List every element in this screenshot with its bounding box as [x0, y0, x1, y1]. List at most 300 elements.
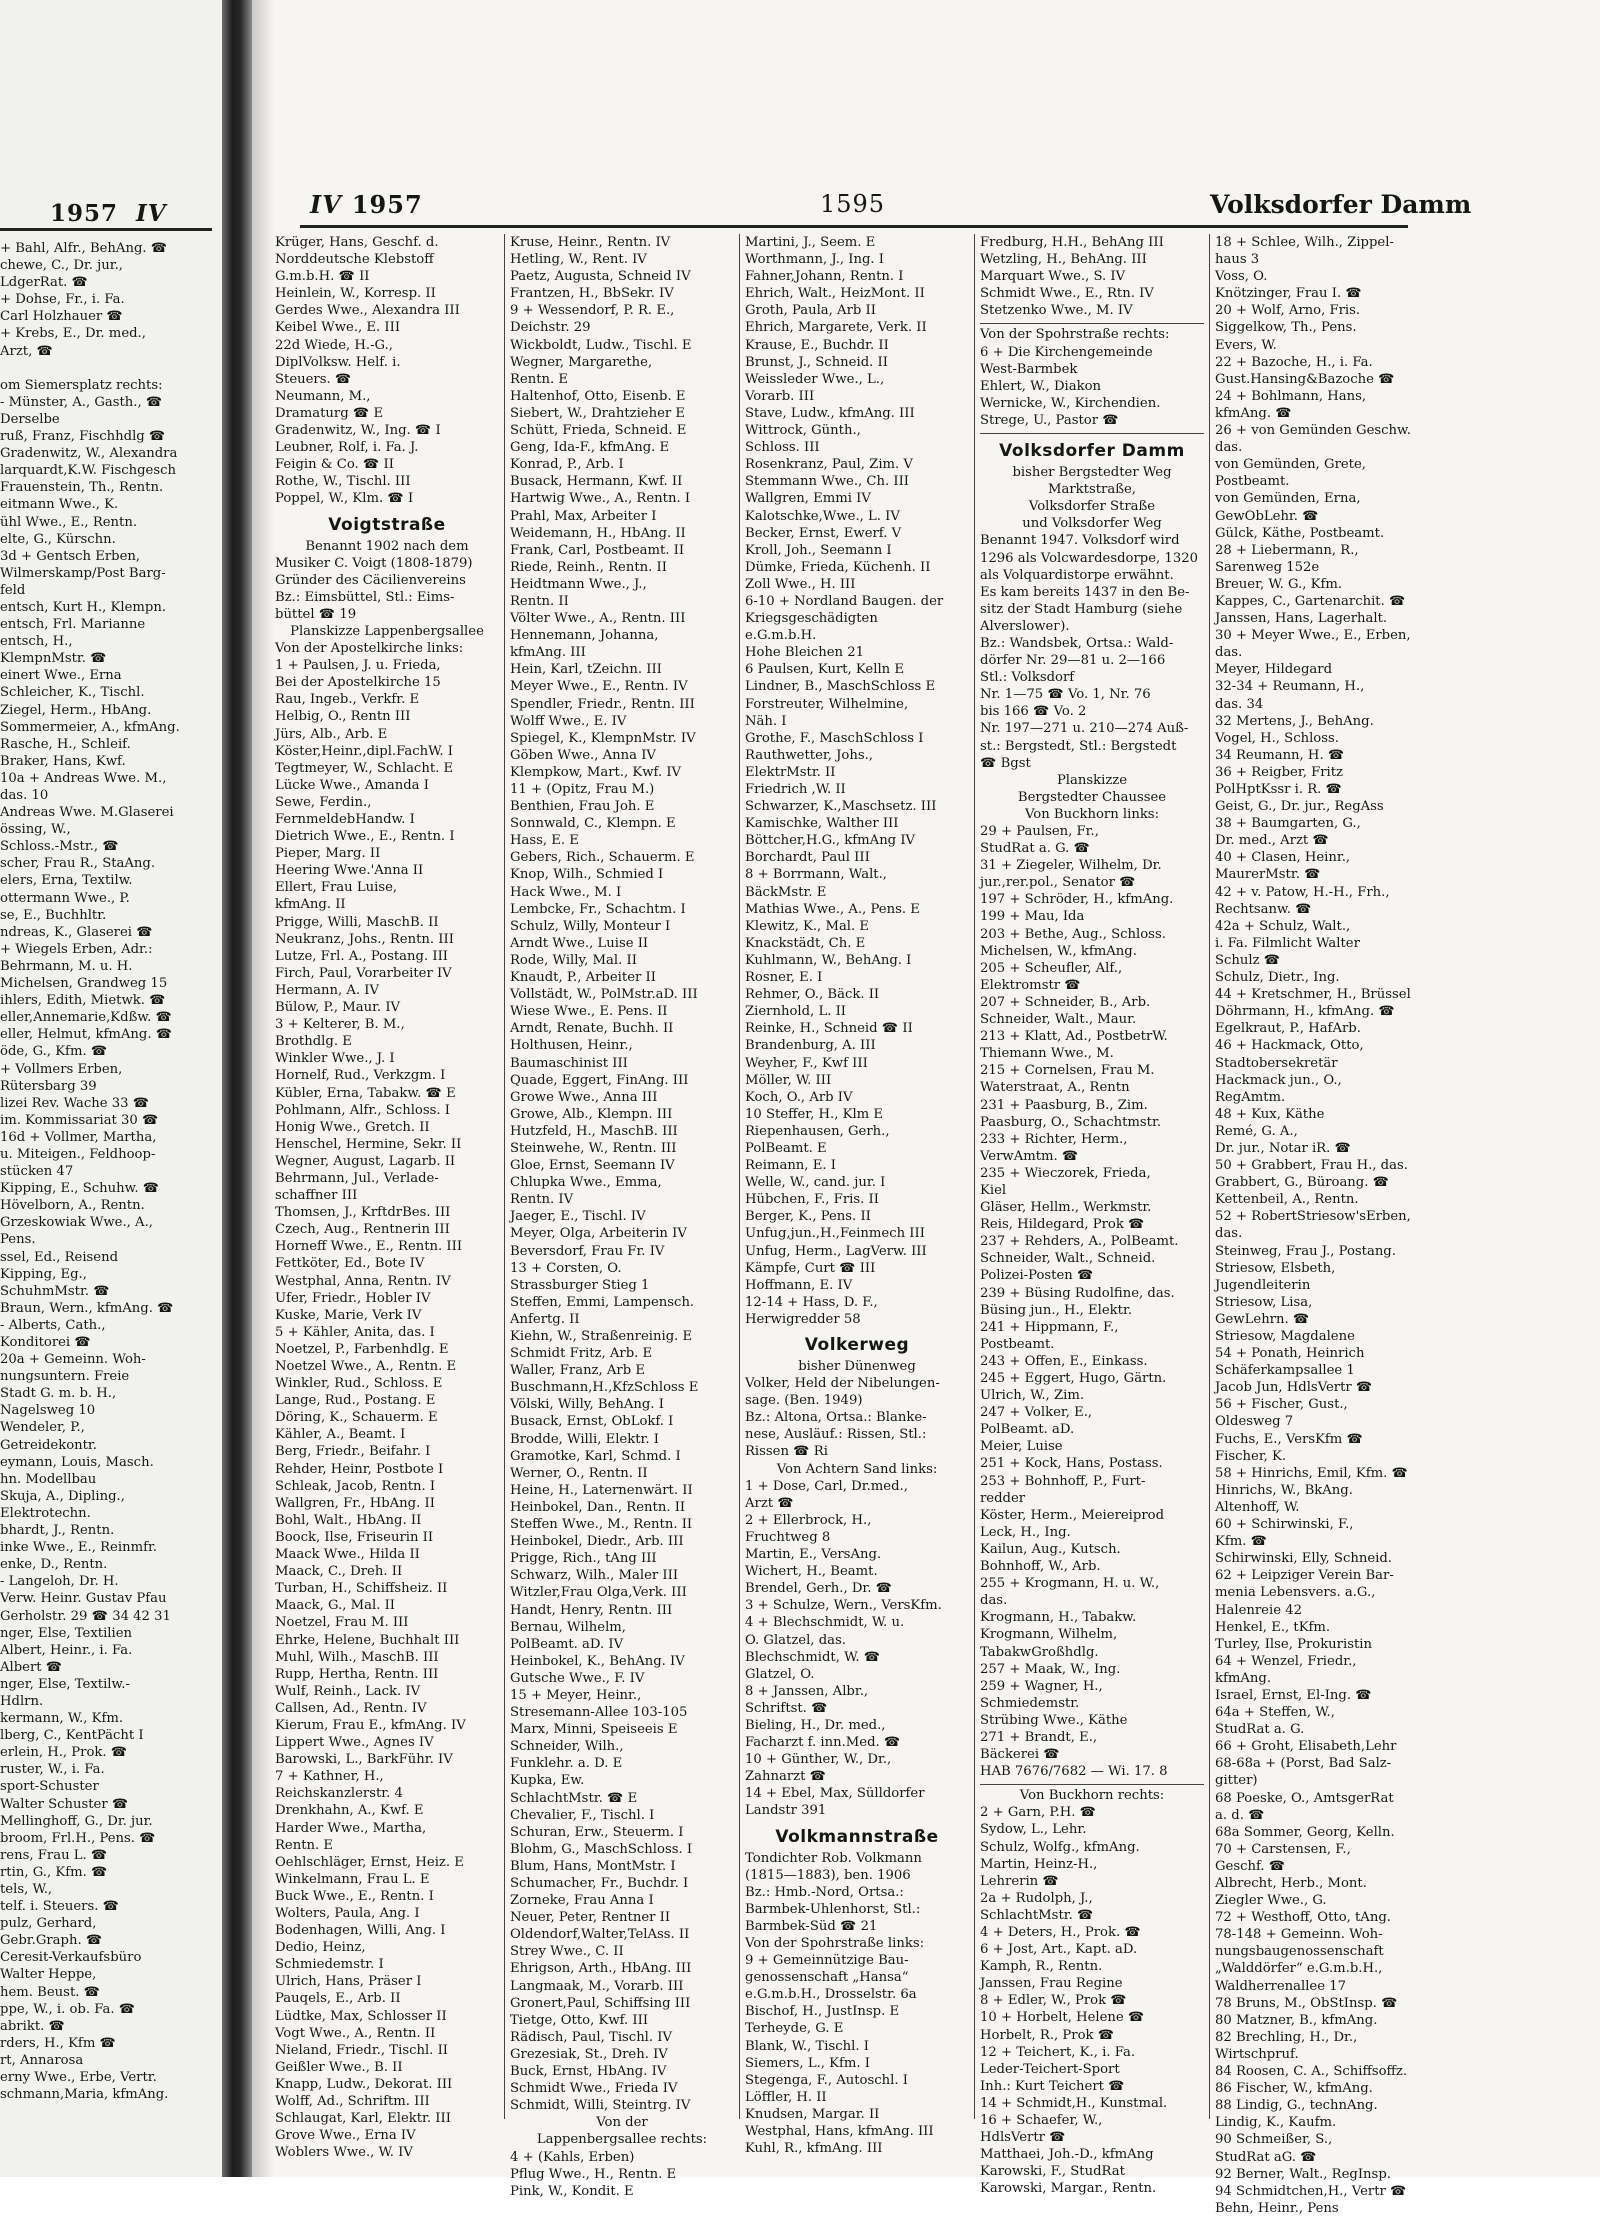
directory-line: Oldendorf,Walter,TelAss. II: [510, 1927, 690, 1943]
directory-line: Leubner, Rolf, i. Fa. J.: [275, 440, 419, 456]
directory-column-5: [1215, 234, 1439, 2216]
directory-line: Reinke, H., Schneid ☎ II: [745, 1021, 913, 1037]
directory-line: Vollstädt, W., PolMstr.aD. III: [510, 987, 698, 1003]
directory-line: Sewe, Ferdin.,: [275, 794, 372, 810]
directory-line: Dr. med., Arzt ☎: [1215, 833, 1329, 849]
directory-line: Horneff Wwe., E., Rentn. III: [275, 1239, 463, 1255]
left-page-line: erny Wwe., Erbe, Vertr.: [0, 2070, 157, 2086]
directory-line: Bz.: Hmb.-Nord, Ortsa.:: [745, 1884, 904, 1900]
directory-line: 16 + Schaefer, W.,: [980, 2113, 1103, 2129]
left-page-line: om Siemersplatz rechts:: [0, 377, 163, 393]
directory-line: 31 + Ziegeler, Wilhelm, Dr.: [980, 858, 1162, 874]
directory-line: Dr. jur., Notar iR. ☎: [1215, 1140, 1351, 1156]
directory-line: Jugendleiterin: [1215, 1277, 1311, 1293]
directory-line: 26 + von Gemünden Geschw.: [1215, 423, 1411, 439]
directory-line: HAB 7676/7682 — Wi. 17. 8: [980, 1764, 1168, 1780]
directory-line: 14 + Ebel, Max, Sülldorfer: [745, 1786, 925, 1802]
left-page-line: feld: [0, 582, 26, 598]
directory-line: Busack, Hermann, Kwf. II: [510, 474, 683, 490]
directory-line: Wirtschpruf.: [1215, 2046, 1299, 2062]
directory-line: Hutzfeld, H., MaschB. III: [510, 1123, 678, 1139]
directory-line: 64a + Steffen, W.,: [1215, 1705, 1335, 1721]
directory-line: 8 + Janssen, Albr.,: [745, 1683, 869, 1699]
directory-line: Pieper, Marg. II: [275, 846, 381, 862]
directory-line: Konrad, P., Arb. I: [510, 457, 624, 473]
directory-line: Blank, W., Tischl. I: [745, 2038, 869, 2054]
directory-line: von Gemünden, Erna,: [1215, 491, 1361, 507]
directory-line: schaffner III: [275, 1188, 358, 1204]
left-page-line: Walter Schuster ☎: [0, 1796, 129, 1812]
directory-line: Ufer, Friedr., Hobler IV: [275, 1290, 431, 1306]
left-page-line: 16d + Vollmer, Martha,: [0, 1129, 157, 1145]
directory-line: Gronert,Paul, Schiffsing III: [510, 1995, 691, 2011]
directory-line: Geng, Ida-F., kfmAng. E: [510, 440, 670, 456]
directory-line: Hein, Karl, tZeichn. III: [510, 662, 662, 678]
left-page-line: Kipping, Eg.,: [0, 1266, 87, 1282]
directory-line: Knop, Wilh., Schmied I: [510, 867, 664, 883]
directory-line: Kübler, Erna, Tabakw. ☎ E: [275, 1085, 456, 1101]
left-page-line: rens, Frau L. ☎: [0, 1847, 108, 1863]
directory-line: Kailun, Aug., Kutsch.: [980, 1541, 1121, 1557]
directory-line: ☎ Bgst: [980, 755, 1031, 771]
book-gutter: [222, 0, 252, 2177]
directory-line: Vogel, H., Schloss.: [1215, 730, 1339, 746]
directory-line: Marquart Wwe., S. IV: [980, 269, 1126, 285]
directory-line: Henschel, Hermine, Sekr. II: [275, 1136, 462, 1152]
directory-line: Meyer, Olga, Arbeiterin IV: [510, 1226, 687, 1242]
directory-line: Klewitz, K., Mal. E: [745, 918, 870, 934]
directory-line: Heinbokel, Diedr., Arb. III: [510, 1534, 684, 1550]
directory-line: Stegenga, F., Autoschl. I: [745, 2072, 908, 2088]
directory-line: Boock, Ilse, Friseurin II: [275, 1529, 434, 1545]
directory-line: 237 + Rehders, A., PolBeamt.: [980, 1234, 1179, 1250]
directory-line: 235 + Wieczorek, Frieda,: [980, 1165, 1151, 1181]
directory-line: Sarenweg 152e: [1215, 559, 1320, 575]
directory-line: O. Glatzel, das.: [745, 1632, 846, 1648]
directory-line: Matthaei, Joh.-D., kfmAng: [980, 2147, 1154, 2163]
directory-line: Siggelkow, Th., Pens.: [1215, 320, 1357, 336]
left-page-line: össing, W.,: [0, 822, 71, 838]
directory-line: Wolters, Paula, Ang. I: [275, 1906, 420, 1921]
directory-line: 88 Lindig, G., technAng.: [1215, 2098, 1378, 2114]
directory-line: West-Barmbek: [980, 361, 1078, 377]
directory-line: a. d. ☎: [1215, 1807, 1265, 1823]
directory-line: Hackmack jun., O.,: [1215, 1072, 1342, 1088]
directory-line: 2a + Rudolph, J.,: [980, 1890, 1093, 1906]
directory-line: Thiemann Wwe., M.: [980, 1046, 1114, 1062]
left-page-line: Albert, Heinr., i. Fa.: [0, 1642, 133, 1658]
directory-line: Reis, Hildegard, Prok ☎: [980, 1217, 1145, 1233]
directory-line: 1296 als Volcwardesdorpe, 1320: [980, 550, 1198, 566]
directory-line: Brothdlg. E: [275, 1034, 352, 1050]
directory-line: 32 Mertens, J., BehAng.: [1215, 713, 1374, 729]
directory-line: Döhrmann, H., kfmAng. ☎: [1215, 1004, 1395, 1020]
directory-line: Reichskanzlerstr. 4: [275, 1786, 403, 1802]
directory-line: 64 + Wenzel, Friedr.,: [1215, 1653, 1357, 1669]
directory-line: Wetzling, H., BehAng. III: [980, 252, 1147, 268]
directory-line: Ehlert, W., Diakon: [980, 378, 1102, 394]
directory-line: Knackstädt, Ch. E: [745, 935, 866, 951]
directory-line: 12 + Teichert, K., i. Fa.: [980, 2044, 1136, 2060]
directory-line: Klempkow, Mart., Kwf. IV: [510, 764, 682, 780]
directory-line: 11 + (Opitz, Frau M.): [510, 782, 655, 797]
directory-line: Schulz ☎: [1215, 952, 1281, 968]
directory-line: Ulrich, W., Zim.: [980, 1388, 1085, 1404]
left-page-line: ruster, W., i. Fa.: [0, 1762, 105, 1778]
directory-line: PolBeamt. aD.: [980, 1422, 1075, 1438]
centered-note: Lappenbergsallee rechts:: [536, 2132, 708, 2148]
directory-line: Barmbek-Süd ☎ 21: [745, 1918, 878, 1934]
left-page-line: Stadt G. m. b. H.,: [0, 1386, 117, 1402]
directory-line: Krogmann, Wilhelm,: [980, 1627, 1118, 1643]
section-separator: [980, 323, 1204, 324]
directory-line: Paetz, Augusta, Schneid IV: [510, 269, 691, 285]
directory-line: als Volquardistorpe erwähnt.: [980, 567, 1174, 583]
directory-column-3: [745, 234, 969, 2157]
directory-line: Bei der Apostelkirche 15: [275, 675, 441, 691]
directory-line: haus 3: [1215, 252, 1260, 268]
left-page-line: Skuja, A., Dipling.,: [0, 1488, 125, 1504]
directory-line: Schmidt Fritz, Arb. E: [510, 1346, 653, 1362]
left-page-line: rtin, G., Kfm. ☎: [0, 1864, 108, 1880]
directory-line: GewLehrn. ☎: [1215, 1311, 1310, 1327]
directory-line: Gülck, Käthe, Postbeamt.: [1215, 525, 1385, 541]
directory-line: 58 + Hinrichs, Emil, Kfm. ☎: [1215, 1465, 1408, 1481]
directory-line: Hoffmann, E. IV: [745, 1277, 853, 1293]
directory-line: Lindig, K., Kaufm.: [1215, 2115, 1337, 2131]
directory-line: Marx, Minni, Speiseeis E: [510, 1722, 678, 1738]
left-page-line: nungsuntern. Freie: [0, 1369, 130, 1385]
directory-line: 50 + Grabbert, Frau H., das.: [1215, 1158, 1408, 1174]
directory-line: Wallgren, Emmi IV: [745, 491, 871, 507]
directory-line: sitz der Stadt Hamburg (siehe: [980, 601, 1183, 617]
directory-line: „Walddörfer“ e.G.m.b.H.,: [1215, 1961, 1383, 1977]
directory-line: 48 + Kux, Käthe: [1215, 1106, 1325, 1122]
directory-line: RegAmtm.: [1215, 1089, 1286, 1105]
directory-line: Horbelt, R., Prok ☎: [980, 2027, 1115, 2043]
left-page-line: Michelsen, Grandweg 15: [0, 976, 168, 992]
directory-line: Koch, O., Arb IV: [745, 1089, 853, 1105]
directory-line: Geist, G., Dr. jur., RegAss: [1215, 799, 1384, 815]
directory-line: 68 Poeske, O., AmtsgerRat: [1215, 1790, 1394, 1806]
directory-line: Werner, O., Rentn. II: [510, 1465, 648, 1481]
directory-line: Stadtobersekretär: [1215, 1055, 1338, 1071]
directory-line: Löffler, H. II: [745, 2089, 827, 2105]
directory-line: 239 + Büsing Rudolfine, das.: [980, 1285, 1175, 1301]
directory-line: Hinrichs, W., BkAng.: [1215, 1482, 1353, 1498]
left-page-line: erlein, H., Prok. ☎: [0, 1745, 128, 1761]
directory-line: Helbig, O., Rentn III: [275, 709, 411, 725]
directory-line: Schriftst. ☎: [745, 1700, 828, 1716]
directory-line: Steffen Wwe., M., Rentn. II: [510, 1517, 693, 1533]
directory-line: Schwarz, Wilh., Maler III: [510, 1568, 679, 1584]
directory-line: Kroll, Joh., Seemann I: [745, 542, 892, 558]
directory-line: Bernau, Wilhelm,: [510, 1619, 627, 1635]
directory-line: Bodenhagen, Willi, Ang. I: [275, 1923, 446, 1939]
directory-line: Friedrich ,W. II: [745, 782, 846, 797]
directory-line: menia Lebensvers. a.G.,: [1215, 1585, 1376, 1601]
directory-line: Gerdes Wwe., Alexandra III: [275, 303, 460, 319]
directory-line: e.G.m.b.H., Drosselstr. 6a: [745, 1987, 917, 2003]
directory-line: Völski, Willy, BehAng. I: [510, 1397, 664, 1413]
directory-line: Wichert, H., Beamt.: [745, 1564, 878, 1580]
directory-line: Tegtmeyer, W., Schlacht. E: [275, 760, 454, 776]
directory-line: Berger, K., Pens. II: [745, 1209, 871, 1225]
directory-line: genossenschaft „Hansa“: [745, 1970, 909, 1986]
directory-line: Stetzenko Wwe., M. IV: [980, 303, 1133, 319]
directory-line: Köster, Herm., Meiereiprod: [980, 1507, 1165, 1523]
directory-line: Fettköter, Ed., Bote IV: [275, 1256, 425, 1272]
directory-line: Becker, Ernst, Ewerf. V: [745, 525, 902, 541]
directory-line: Arndt, Renate, Buchh. II: [510, 1021, 674, 1037]
directory-line: Gläser, Hellm., Werkmstr.: [980, 1200, 1152, 1216]
directory-line: Schmidt Wwe., Frieda IV: [510, 2081, 678, 2097]
directory-line: Spendler, Friedr., Rentn. III: [510, 696, 695, 712]
directory-line: Heine, H., Laternenwärt. II: [510, 1482, 693, 1498]
directory-line: 78-148 + Gemeinn. Woh-: [1215, 1927, 1383, 1943]
directory-line: Polizei-Posten ☎: [980, 1268, 1094, 1284]
centered-note: Planskizze: [1056, 772, 1128, 788]
directory-line: Frank, Carl, Postbeamt. II: [510, 542, 685, 558]
left-page-line: - Münster, A., Gasth., ☎: [0, 394, 163, 410]
directory-line: Heinbokel, K., BehAng. IV: [510, 1653, 685, 1669]
directory-line: kfmAng. ☎: [1215, 405, 1292, 421]
directory-line: (1815—1883), ben. 1906: [745, 1867, 911, 1883]
directory-line: 78 Bruns, M., ObStInsp. ☎: [1215, 1995, 1398, 2011]
left-page-line: 20a + Gemeinn. Woh-: [0, 1352, 146, 1368]
left-page-line: Verw. Heinr. Gustav Pfau: [0, 1591, 167, 1607]
column-divider: [974, 234, 975, 2119]
directory-line: Reimann, E. I: [745, 1158, 836, 1174]
centered-note: Benannt 1902 nach dem: [305, 538, 469, 554]
directory-line: Oldesweg 7: [1215, 1414, 1294, 1430]
directory-line: Schwarzer, K.,Maschsetz. III: [745, 799, 937, 815]
left-page-line: entsch, Frl. Marianne: [0, 617, 146, 633]
centered-note: bisher Bergstedter Weg: [1012, 465, 1172, 481]
directory-line: 233 + Richter, Herm.,: [980, 1131, 1128, 1147]
directory-line: Bülow, P., Maur. IV: [275, 1000, 401, 1016]
directory-line: Poppel, W., Klm. ☎ I: [275, 491, 414, 507]
directory-line: 241 + Hippmann, F.,: [980, 1319, 1119, 1335]
directory-line: Ellert, Frau Luise,: [275, 880, 398, 896]
directory-line: Knudsen, Margar. II: [745, 2106, 880, 2122]
left-page-line: kermann, W., Kfm.: [0, 1711, 124, 1727]
directory-line: Baumaschinist III: [510, 1055, 628, 1071]
directory-line: Noetzel Wwe., A., Rentn. E: [275, 1359, 457, 1374]
directory-line: Turban, H., Schiffsheiz. II: [275, 1581, 448, 1597]
directory-line: Zorneke, Frau Anna I: [510, 1893, 654, 1909]
directory-line: 22 + Bazoche, H., i. Fa.: [1215, 354, 1373, 370]
directory-line: Fuchs, E., VersKfm ☎: [1215, 1431, 1363, 1447]
directory-line: Nr. 1—75 ☎ Vo. 1, Nr. 76: [980, 687, 1151, 703]
directory-line: Heinlein, W., Korresp. II: [275, 286, 436, 302]
directory-line: Kiehn, W., Straßenreinig. E: [510, 1329, 693, 1344]
directory-line: nese, Ausläuf.: Rissen, Stl.:: [745, 1427, 927, 1443]
directory-line: Honig Wwe., Gretch. II: [275, 1119, 430, 1135]
left-page-line: Andreas Wwe. M.Glaserei: [0, 805, 174, 821]
centered-note: Von Achtern Sand links:: [776, 1461, 938, 1477]
centered-note: Volksdorfer Straße: [1028, 499, 1156, 515]
left-page-line: + Wiegels Erben, Adr.:: [0, 941, 153, 957]
directory-line: 36 + Reigber, Fritz: [1215, 764, 1344, 780]
directory-line: Noetzel, P., Farbenhdlg. E: [275, 1341, 449, 1357]
directory-line: 2 + Garn, P.H. ☎: [980, 1805, 1097, 1821]
directory-line: Ehrich, Margarete, Verk. II: [745, 320, 927, 336]
directory-line: Forstreuter, Wilhelmine,: [745, 696, 909, 712]
directory-line: 259 + Wagner, H.,: [980, 1678, 1103, 1694]
left-page-line: Arzt, ☎: [0, 343, 53, 359]
directory-line: GewObLehr. ☎: [1215, 508, 1319, 524]
directory-line: Chevalier, F., Tischl. I: [510, 1807, 655, 1823]
directory-line: Kierum, Frau E., kfmAng. IV: [275, 1717, 466, 1733]
directory-line: Krüger, Hans, Geschf. d.: [275, 235, 439, 250]
directory-line: 6-10 + Nordland Baugen. der: [745, 593, 944, 609]
directory-line: Gebers, Rich., Schauerm. E: [510, 850, 695, 866]
directory-line: Berg, Friedr., Beifahr. I: [275, 1444, 431, 1460]
column-divider: [1209, 234, 1210, 2119]
left-page-line: Behrmann, M. u. H.: [0, 958, 133, 974]
directory-line: Postbeamt.: [1215, 474, 1290, 490]
directory-line: Siemers, L., Kfm. I: [745, 2055, 870, 2071]
directory-line: Inh.: Kurt Teichert ☎: [980, 2078, 1125, 2094]
directory-line: 22d Wiede, H.-G.,: [275, 337, 393, 353]
left-page-line: Schleicher, K., Tischl.: [0, 685, 145, 701]
directory-line: Weyher, F., Kwf III: [745, 1055, 868, 1071]
directory-line: Leck, H., Ing.: [980, 1524, 1071, 1540]
directory-line: Fredburg, H.H., BehAng III: [980, 235, 1164, 250]
directory-line: PolBeamt. aD. IV: [510, 1636, 624, 1652]
directory-line: Gradenwitz, W., Ing. ☎ I: [275, 423, 441, 439]
directory-line: Krogmann, H., Tabakw.: [980, 1610, 1137, 1626]
directory-line: Kfm. ☎: [1215, 1534, 1268, 1550]
directory-line: Lindner, B., MaschSchloss E: [745, 679, 936, 695]
directory-line: Lehrerin ☎: [980, 1873, 1059, 1889]
directory-line: Growe Wwe., Anna III: [510, 1089, 658, 1105]
directory-line: das.: [980, 1593, 1008, 1609]
left-page-line: elte, G., Kürschn.: [0, 531, 116, 547]
directory-line: Striesow, Magdalene: [1215, 1329, 1355, 1344]
directory-line: Dramaturg ☎ E: [275, 405, 384, 421]
directory-line: Schloss. III: [745, 440, 820, 456]
directory-line: Nieland, Friedr., Tischl. II: [275, 2042, 448, 2058]
directory-line: Brodde, Willi, Elektr. I: [510, 1431, 659, 1447]
directory-line: Jacob Jun, HdlsVertr ☎: [1215, 1380, 1373, 1396]
directory-line: Ziernhold, L. II: [745, 1004, 847, 1020]
directory-line: Kappes, C., Gartenarchit. ☎: [1215, 593, 1406, 609]
directory-line: Knötzinger, Frau I. ☎: [1215, 286, 1362, 302]
centered-note: Marktstraße,: [1048, 482, 1136, 498]
directory-line: Gloe, Ernst, Seemann IV: [510, 1158, 675, 1174]
directory-line: kfmAng.: [1215, 1670, 1272, 1686]
directory-line: Bäckerei ☎: [980, 1747, 1060, 1763]
directory-line: 10 + Günther, W., Dr.,: [745, 1752, 892, 1768]
centered-note: Von Buckhorn rechts:: [1019, 1788, 1165, 1804]
directory-line: Stave, Ludw., kfmAng. III: [745, 405, 915, 421]
directory-line: Buck, Ernst, HbAng. IV: [510, 2064, 667, 2080]
directory-line: Postbeamt.: [980, 1336, 1055, 1352]
directory-line: Borchardt, Paul III: [745, 850, 870, 866]
left-page-line: hn. Modellbau: [0, 1471, 97, 1487]
directory-line: Rau, Ingeb., Verkfr. E: [275, 692, 420, 708]
directory-line: 271 + Brandt, E.,: [980, 1729, 1098, 1745]
directory-line: Rehmer, O., Bäck. II: [745, 987, 880, 1003]
directory-line: Lembcke, Fr., Schachtm. I: [510, 901, 686, 917]
directory-line: Growe, Alb., Klempn. III: [510, 1106, 673, 1122]
left-page-line: Getreidekontr.: [0, 1437, 97, 1453]
directory-line: Stemmann Wwe., Ch. III: [745, 474, 910, 490]
centered-note: und Volksdorfer Weg: [1022, 516, 1162, 532]
directory-line: Fruchtweg 8: [745, 1529, 831, 1545]
left-page-line: tels, W.,: [0, 1882, 53, 1897]
column-divider: [739, 234, 740, 2119]
directory-line: Lippert Wwe., Agnes IV: [275, 1735, 434, 1751]
left-page-line: + Krebs, E., Dr. med.,: [0, 326, 146, 342]
left-page-line: Rasche, H., Schleif.: [0, 736, 131, 752]
directory-line: Knaudt, P., Arbeiter II: [510, 970, 656, 986]
directory-line: Schmidt Wwe., E., Rtn. IV: [980, 286, 1154, 302]
left-page: [0, 0, 222, 2177]
directory-line: Strübing Wwe., Käthe: [980, 1712, 1128, 1728]
directory-line: Voss, O.: [1215, 269, 1268, 285]
directory-line: Hack Wwe., M. I: [510, 884, 622, 900]
directory-line: Barowski, L., BarkFühr. IV: [275, 1752, 453, 1768]
directory-line: Weidemann, H., HbAng. II: [510, 525, 686, 541]
directory-line: 34 Reumann, H. ☎: [1215, 747, 1345, 763]
directory-line: das.: [1215, 1226, 1243, 1242]
left-page-line: ruß, Franz, Fischhdlg ☎: [0, 429, 166, 445]
directory-line: 9 + Wessendorf, P. R. E.,: [510, 303, 675, 319]
left-page-year: 1957: [50, 200, 119, 227]
directory-line: 12-14 + Hass, D. F.,: [745, 1294, 878, 1310]
directory-line: Wittrock, Günth.,: [745, 423, 861, 439]
directory-line: G.m.b.H. ☎ II: [275, 269, 370, 285]
directory-line: jur.,rer.pol., Senator ☎: [980, 875, 1136, 891]
left-page-line: entsch, H.,: [0, 634, 73, 650]
directory-line: Hohe Bleichen 21: [745, 645, 865, 661]
directory-line: Lange, Rud., Postang. E: [275, 1393, 436, 1409]
directory-line: HdlsVertr ☎: [980, 2130, 1066, 2146]
left-page-line: Albert ☎: [0, 1659, 63, 1675]
directory-line: Sydow, L., Lehr.: [980, 1822, 1087, 1838]
directory-line: Wickboldt, Ludw., Tischl. E: [510, 337, 692, 353]
centered-note: bisher Dünenweg: [798, 1359, 916, 1374]
directory-line: Muhl, Wilh., MaschB. III: [275, 1649, 439, 1665]
directory-line: Köster,Heinr.,dipl.FachW. I: [275, 743, 453, 759]
directory-line: Altenhoff, W.: [1215, 1499, 1300, 1515]
directory-line: Schlaugat, Karl, Elektr. III: [275, 2111, 451, 2127]
directory-line: Prigge, Rich., tAng III: [510, 1551, 657, 1567]
directory-line: Brunst, J., Schneid. II: [745, 354, 888, 370]
directory-line: Pflug Wwe., H., Rentn. E: [510, 2166, 677, 2182]
directory-line: 30 + Meyer Wwe., E., Erben,: [1215, 628, 1411, 644]
directory-line: Steinweg, Frau J., Postang.: [1215, 1243, 1396, 1259]
directory-line: Unfug,jun.,H.,Feinmech III: [745, 1226, 925, 1242]
directory-line: Nr. 197—271 u. 210—274 Auß-: [980, 721, 1189, 737]
left-page-line: Wendeler, P.,: [0, 1420, 85, 1436]
directory-line: 1 + Dose, Carl, Dr.med.,: [745, 1478, 908, 1494]
directory-line: 247 + Volker, E.,: [980, 1405, 1093, 1421]
left-page-line: larquardt,K.W. Fischgesch: [0, 463, 177, 479]
directory-line: Schneider, Wilh.,: [510, 1739, 624, 1755]
directory-line: 253 + Bohnhoff, P., Furt-: [980, 1473, 1146, 1489]
directory-line: Hennemann, Johanna,: [510, 628, 659, 644]
directory-line: Wegner, Margarethe,: [510, 354, 653, 370]
directory-line: Behn, Heinr., Pens: [1215, 2200, 1339, 2216]
directory-line: Westphal, Hans, kfmAng. III: [745, 2124, 934, 2140]
directory-line: kfmAng. II: [275, 897, 346, 913]
left-page-line: Carl Holzhauer ☎: [0, 309, 123, 325]
directory-line: Wallgren, Fr., HbAng. II: [275, 1495, 435, 1511]
